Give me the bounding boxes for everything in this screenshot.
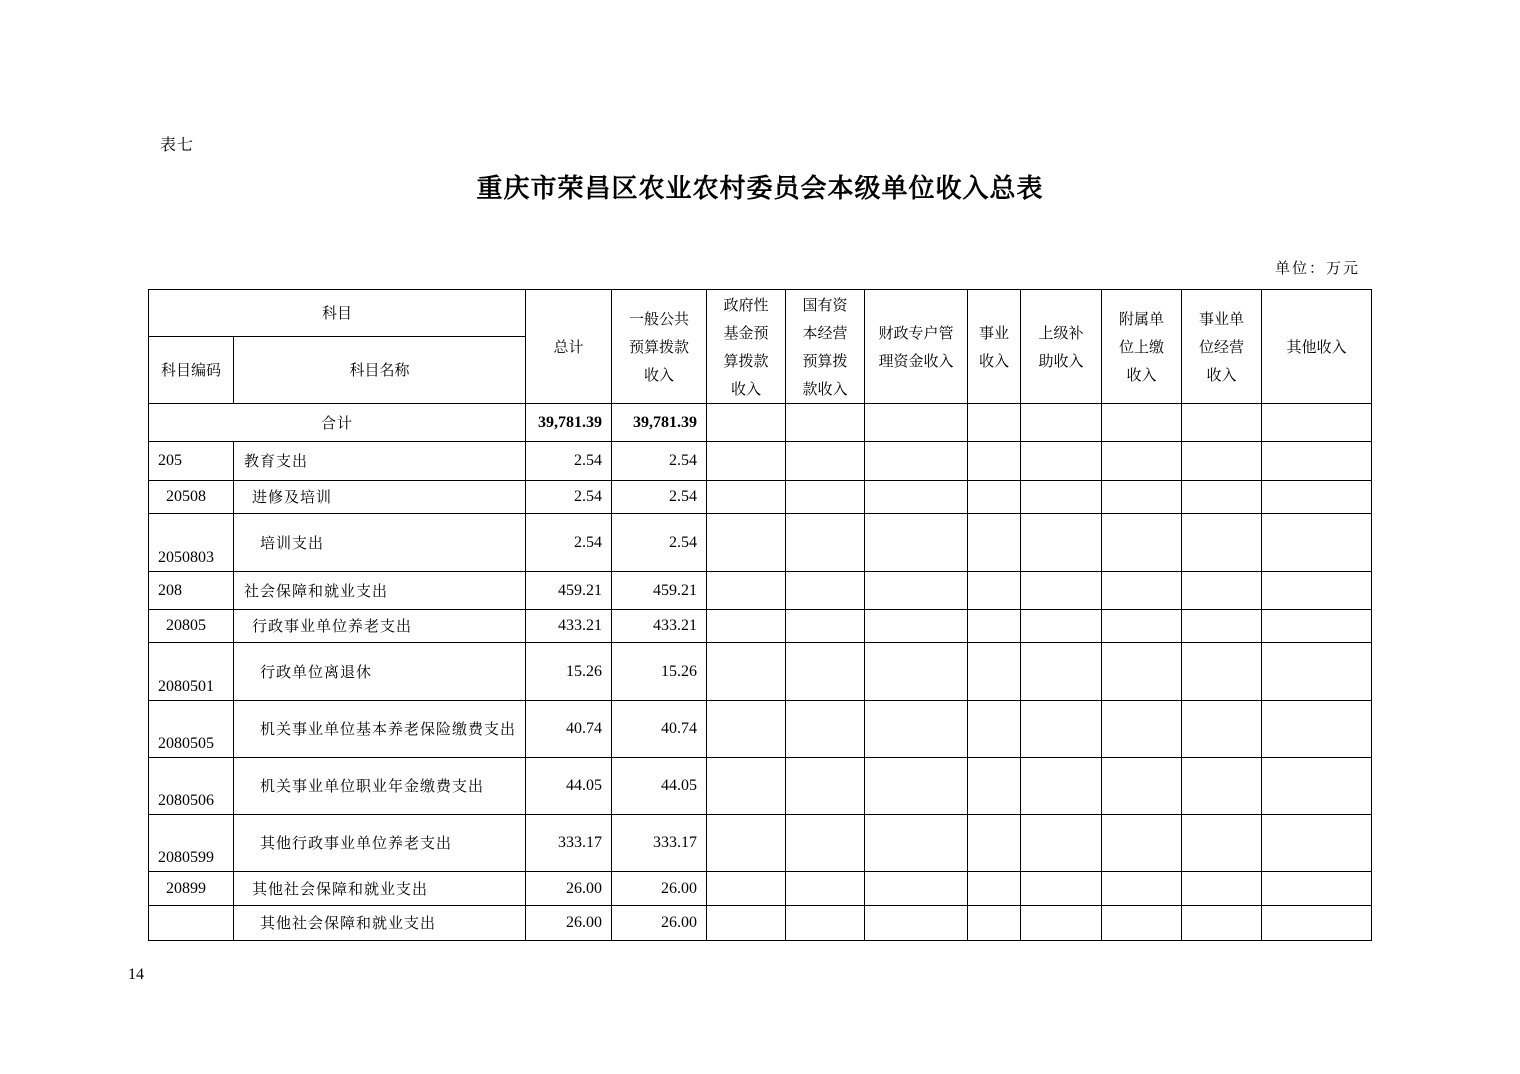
subject-name-cell: 其他社会保障和就业支出: [234, 906, 526, 941]
table-label: 表七: [160, 135, 195, 154]
empty-cell: [968, 643, 1021, 701]
subject-code-cell: 2080599: [149, 815, 234, 872]
subject-code-cell: 208: [149, 572, 234, 610]
empty-cell: [1102, 815, 1182, 872]
empty-cell: [1102, 442, 1182, 481]
header-business-income-label: 事业收入: [979, 323, 1010, 370]
empty-cell: [865, 643, 968, 701]
subject-code-cell: 2080506: [149, 758, 234, 815]
empty-cell: [707, 442, 786, 481]
table-row: [149, 815, 1372, 872]
empty-cell: [968, 610, 1021, 643]
empty-cell: [1262, 872, 1372, 906]
general-budget-cell: 433.21: [612, 610, 707, 643]
header-total: 总计: [526, 290, 612, 404]
empty-cell: [707, 815, 786, 872]
subject-name-cell: 机关事业单位基本养老保险缴费支出: [234, 701, 526, 758]
empty-cell: [1182, 442, 1262, 481]
empty-cell: [707, 643, 786, 701]
empty-cell: [968, 404, 1021, 442]
empty-cell: [1021, 872, 1102, 906]
header-gov-fund-label: 政府性基金预算拨款收入: [723, 295, 769, 398]
empty-cell: [865, 758, 968, 815]
empty-cell: [1182, 758, 1262, 815]
empty-cell: [1262, 514, 1372, 572]
empty-cell: [1102, 643, 1182, 701]
empty-cell: [1262, 643, 1372, 701]
table-row: [149, 481, 1372, 514]
empty-cell: [707, 906, 786, 941]
empty-cell: [1182, 906, 1262, 941]
header-gov-fund: [707, 290, 786, 404]
empty-cell: [786, 872, 865, 906]
empty-cell: [865, 572, 968, 610]
empty-cell: [1021, 572, 1102, 610]
empty-cell: [786, 758, 865, 815]
header-state-capital: [786, 290, 865, 404]
empty-cell: [968, 442, 1021, 481]
subject-code-cell: 2080505: [149, 701, 234, 758]
empty-cell: [968, 758, 1021, 815]
subject-name-cell: 教育支出: [234, 442, 526, 481]
general-budget-cell: 44.05: [612, 758, 707, 815]
income-summary-table: [148, 289, 1372, 941]
page-title: 重庆市荣昌区农业农村委员会本级单位收入总表: [476, 174, 1044, 204]
empty-cell: [865, 514, 968, 572]
empty-cell: [1262, 610, 1372, 643]
empty-cell: [707, 872, 786, 906]
table-row: [149, 701, 1372, 758]
empty-cell: [1182, 514, 1262, 572]
subject-name-cell: 培训支出: [234, 514, 526, 572]
general-budget-cell: 2.54: [612, 442, 707, 481]
empty-cell: [968, 481, 1021, 514]
table-row: [149, 906, 1372, 941]
empty-cell: [968, 872, 1021, 906]
subject-name-cell: 社会保障和就业支出: [234, 572, 526, 610]
empty-cell: [968, 572, 1021, 610]
header-business-operation: [1182, 290, 1262, 404]
subject-code-cell: 20508: [149, 481, 234, 514]
total-general-budget-cell: 39,781.39: [612, 404, 707, 442]
total-cell: 40.74: [526, 701, 612, 758]
empty-cell: [865, 481, 968, 514]
empty-cell: [1021, 610, 1102, 643]
empty-cell: [1182, 404, 1262, 442]
subject-name-cell: 其他社会保障和就业支出: [234, 872, 526, 906]
subject-name-cell: 行政单位离退休: [234, 643, 526, 701]
empty-cell: [1021, 758, 1102, 815]
empty-cell: [1262, 572, 1372, 610]
header-business-income: [968, 290, 1021, 404]
empty-cell: [786, 514, 865, 572]
empty-cell: [865, 610, 968, 643]
table-row: [149, 572, 1372, 610]
empty-cell: [1021, 442, 1102, 481]
total-cell: 2.54: [526, 481, 612, 514]
empty-cell: [1262, 404, 1372, 442]
empty-cell: [786, 815, 865, 872]
empty-cell: [1021, 906, 1102, 941]
total-cell: 433.21: [526, 610, 612, 643]
empty-cell: [1182, 701, 1262, 758]
empty-cell: [1021, 481, 1102, 514]
empty-cell: [707, 758, 786, 815]
header-general-budget-label: 一般公共预算拨款收入: [629, 309, 690, 384]
total-cell: 459.21: [526, 572, 612, 610]
table-row: [149, 872, 1372, 906]
empty-cell: [1102, 758, 1182, 815]
empty-cell: [1182, 815, 1262, 872]
empty-cell: [1262, 815, 1372, 872]
empty-cell: [1182, 572, 1262, 610]
empty-cell: [865, 701, 968, 758]
total-cell: 26.00: [526, 906, 612, 941]
empty-cell: [865, 442, 968, 481]
unit-label: 单位：万元: [1274, 259, 1360, 277]
table-row: [149, 514, 1372, 572]
empty-cell: [1021, 643, 1102, 701]
total-row: [149, 404, 1372, 442]
total-cell: 44.05: [526, 758, 612, 815]
empty-cell: [1262, 701, 1372, 758]
empty-cell: [1262, 906, 1372, 941]
empty-cell: [786, 481, 865, 514]
total-label: 合计: [149, 404, 526, 442]
table-row: [149, 758, 1372, 815]
header-other-income: 其他收入: [1262, 290, 1372, 404]
empty-cell: [1102, 481, 1182, 514]
empty-cell: [1182, 643, 1262, 701]
general-budget-cell: 333.17: [612, 815, 707, 872]
general-budget-cell: 40.74: [612, 701, 707, 758]
empty-cell: [865, 872, 968, 906]
subject-name-cell: 机关事业单位职业年金缴费支出: [234, 758, 526, 815]
empty-cell: [865, 815, 968, 872]
subject-code-cell: [149, 906, 234, 941]
empty-cell: [786, 701, 865, 758]
header-upper-subsidy: [1021, 290, 1102, 404]
empty-cell: [1102, 906, 1182, 941]
header-state-capital-label: 国有资本经营预算拨款收入: [802, 295, 848, 398]
general-budget-cell: 2.54: [612, 481, 707, 514]
general-budget-cell: 459.21: [612, 572, 707, 610]
header-general-budget: [612, 290, 707, 404]
subject-code-cell: 20805: [149, 610, 234, 643]
page-number: 14: [128, 966, 144, 983]
empty-cell: [1021, 701, 1102, 758]
empty-cell: [786, 442, 865, 481]
empty-cell: [707, 610, 786, 643]
empty-cell: [1021, 815, 1102, 872]
empty-cell: [1262, 758, 1372, 815]
empty-cell: [786, 643, 865, 701]
general-budget-cell: 26.00: [612, 906, 707, 941]
subject-code-cell: 2080501: [149, 643, 234, 701]
empty-cell: [1102, 514, 1182, 572]
total-cell: 39,781.39: [526, 404, 612, 442]
empty-cell: [1102, 404, 1182, 442]
empty-cell: [786, 572, 865, 610]
header-fiscal-special: [865, 290, 968, 404]
subject-name-cell: 其他行政事业单位养老支出: [234, 815, 526, 872]
total-cell: 26.00: [526, 872, 612, 906]
empty-cell: [1182, 872, 1262, 906]
empty-cell: [707, 404, 786, 442]
empty-cell: [865, 906, 968, 941]
header-subject-name: 科目名称: [234, 337, 526, 404]
header-upper-subsidy-label: 上级补助收入: [1038, 323, 1084, 370]
empty-cell: [1102, 572, 1182, 610]
empty-cell: [1182, 610, 1262, 643]
total-cell: 2.54: [526, 442, 612, 481]
empty-cell: [968, 815, 1021, 872]
subject-name-cell: 行政事业单位养老支出: [234, 610, 526, 643]
empty-cell: [786, 906, 865, 941]
total-cell: 2.54: [526, 514, 612, 572]
table-row: [149, 442, 1372, 481]
header-subject-code: 科目编码: [149, 337, 234, 404]
empty-cell: [1102, 872, 1182, 906]
empty-cell: [786, 610, 865, 643]
empty-cell: [865, 404, 968, 442]
empty-cell: [1021, 404, 1102, 442]
subject-name-cell: 进修及培训: [234, 481, 526, 514]
empty-cell: [786, 404, 865, 442]
total-cell: 333.17: [526, 815, 612, 872]
empty-cell: [1102, 701, 1182, 758]
empty-cell: [1021, 514, 1102, 572]
empty-cell: [1262, 442, 1372, 481]
empty-cell: [1262, 481, 1372, 514]
empty-cell: [707, 701, 786, 758]
general-budget-cell: 15.26: [612, 643, 707, 701]
header-fiscal-special-label: 财政专户管理资金收入: [878, 323, 954, 370]
subject-code-cell: 20899: [149, 872, 234, 906]
empty-cell: [1182, 481, 1262, 514]
empty-cell: [968, 906, 1021, 941]
empty-cell: [707, 572, 786, 610]
header-business-operation-label: 事业单位经营收入: [1199, 309, 1245, 384]
header-subject-group: 科目: [149, 290, 526, 337]
table-row: [149, 643, 1372, 701]
general-budget-cell: 26.00: [612, 872, 707, 906]
header-affiliated-income: [1102, 290, 1182, 404]
subject-code-cell: 2050803: [149, 514, 234, 572]
header-affiliated-income-label: 附属单位上缴收入: [1119, 309, 1165, 384]
empty-cell: [968, 701, 1021, 758]
general-budget-cell: 2.54: [612, 514, 707, 572]
empty-cell: [707, 514, 786, 572]
subject-code-cell: 205: [149, 442, 234, 481]
empty-cell: [968, 514, 1021, 572]
empty-cell: [707, 481, 786, 514]
total-cell: 15.26: [526, 643, 612, 701]
table-row: [149, 610, 1372, 643]
empty-cell: [1102, 610, 1182, 643]
